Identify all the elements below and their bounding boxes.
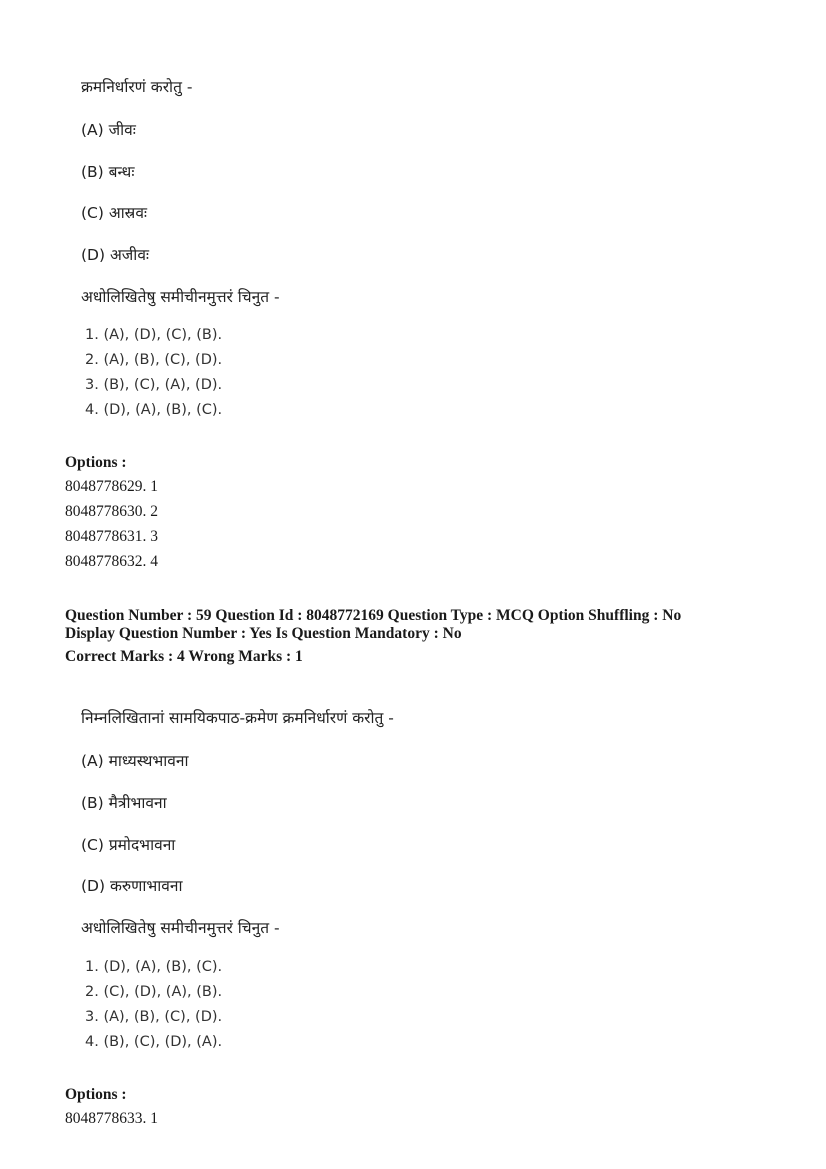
option-id-4: 8048778632. 4: [65, 553, 158, 570]
option-id-3: 8048778631. 3: [65, 528, 158, 545]
options-label: Options :: [65, 454, 127, 471]
question-59-item-a: (A) माध्यस्थभावना: [81, 752, 189, 770]
choice-1: 1. (A), (D), (C), (B).: [85, 327, 223, 343]
question-59-stem: निम्नलिखितानां सामयिकपाठ-क्रमेण क्रमनिर्धारणं करोतु -: [81, 709, 394, 727]
question-59-meta-2: Display Question Number : Yes Is Question Mandatory : No: [65, 625, 462, 642]
question-58-item-a: (A) जीवः: [81, 121, 136, 139]
question-58-stem: क्रमनिर्धारणं करोतु -: [81, 78, 193, 96]
choice-3: 3. (B), (C), (A), (D).: [85, 377, 223, 393]
choice-1: 1. (D), (A), (B), (C).: [85, 959, 223, 975]
question-58-item-d: (D) अजीवः: [81, 246, 150, 264]
option-id-1: 8048778633. 1: [65, 1110, 158, 1127]
choice-3: 3. (A), (B), (C), (D).: [85, 1009, 223, 1025]
choice-4: 4. (D), (A), (B), (C).: [85, 402, 223, 418]
question-59-meta-1: Question Number : 59 Question Id : 8048772169 Question Type : MCQ Option Shuffling : No: [65, 607, 682, 624]
choice-2: 2. (C), (D), (A), (B).: [85, 984, 223, 1000]
question-59-choices: [85, 955, 222, 1055]
question-58-item-c: (C) आस्रवः: [81, 204, 148, 222]
choice-4: 4. (B), (C), (D), (A).: [85, 1034, 223, 1050]
question-58-choices: [85, 323, 222, 423]
question-58-prompt: अधोलिखितेषु समीचीनमुत्तरं चिनुत -: [81, 288, 280, 306]
question-59-item-d: (D) करुणाभावना: [81, 877, 183, 895]
question-59-item-c: (C) प्रमोदभावना: [81, 836, 176, 854]
options-label: Options :: [65, 1086, 127, 1103]
question-58-item-b: (B) बन्धः: [81, 163, 135, 181]
choice-2: 2. (A), (B), (C), (D).: [85, 352, 223, 368]
option-id-2: 8048778630. 2: [65, 503, 158, 520]
option-id-1: 8048778629. 1: [65, 478, 158, 495]
question-59-item-b: (B) मैत्रीभावना: [81, 794, 167, 812]
question-59-prompt: अधोलिखितेषु समीचीनमुत्तरं चिनुत -: [81, 919, 280, 937]
question-59-marks: Correct Marks : 4 Wrong Marks : 1: [65, 648, 303, 665]
